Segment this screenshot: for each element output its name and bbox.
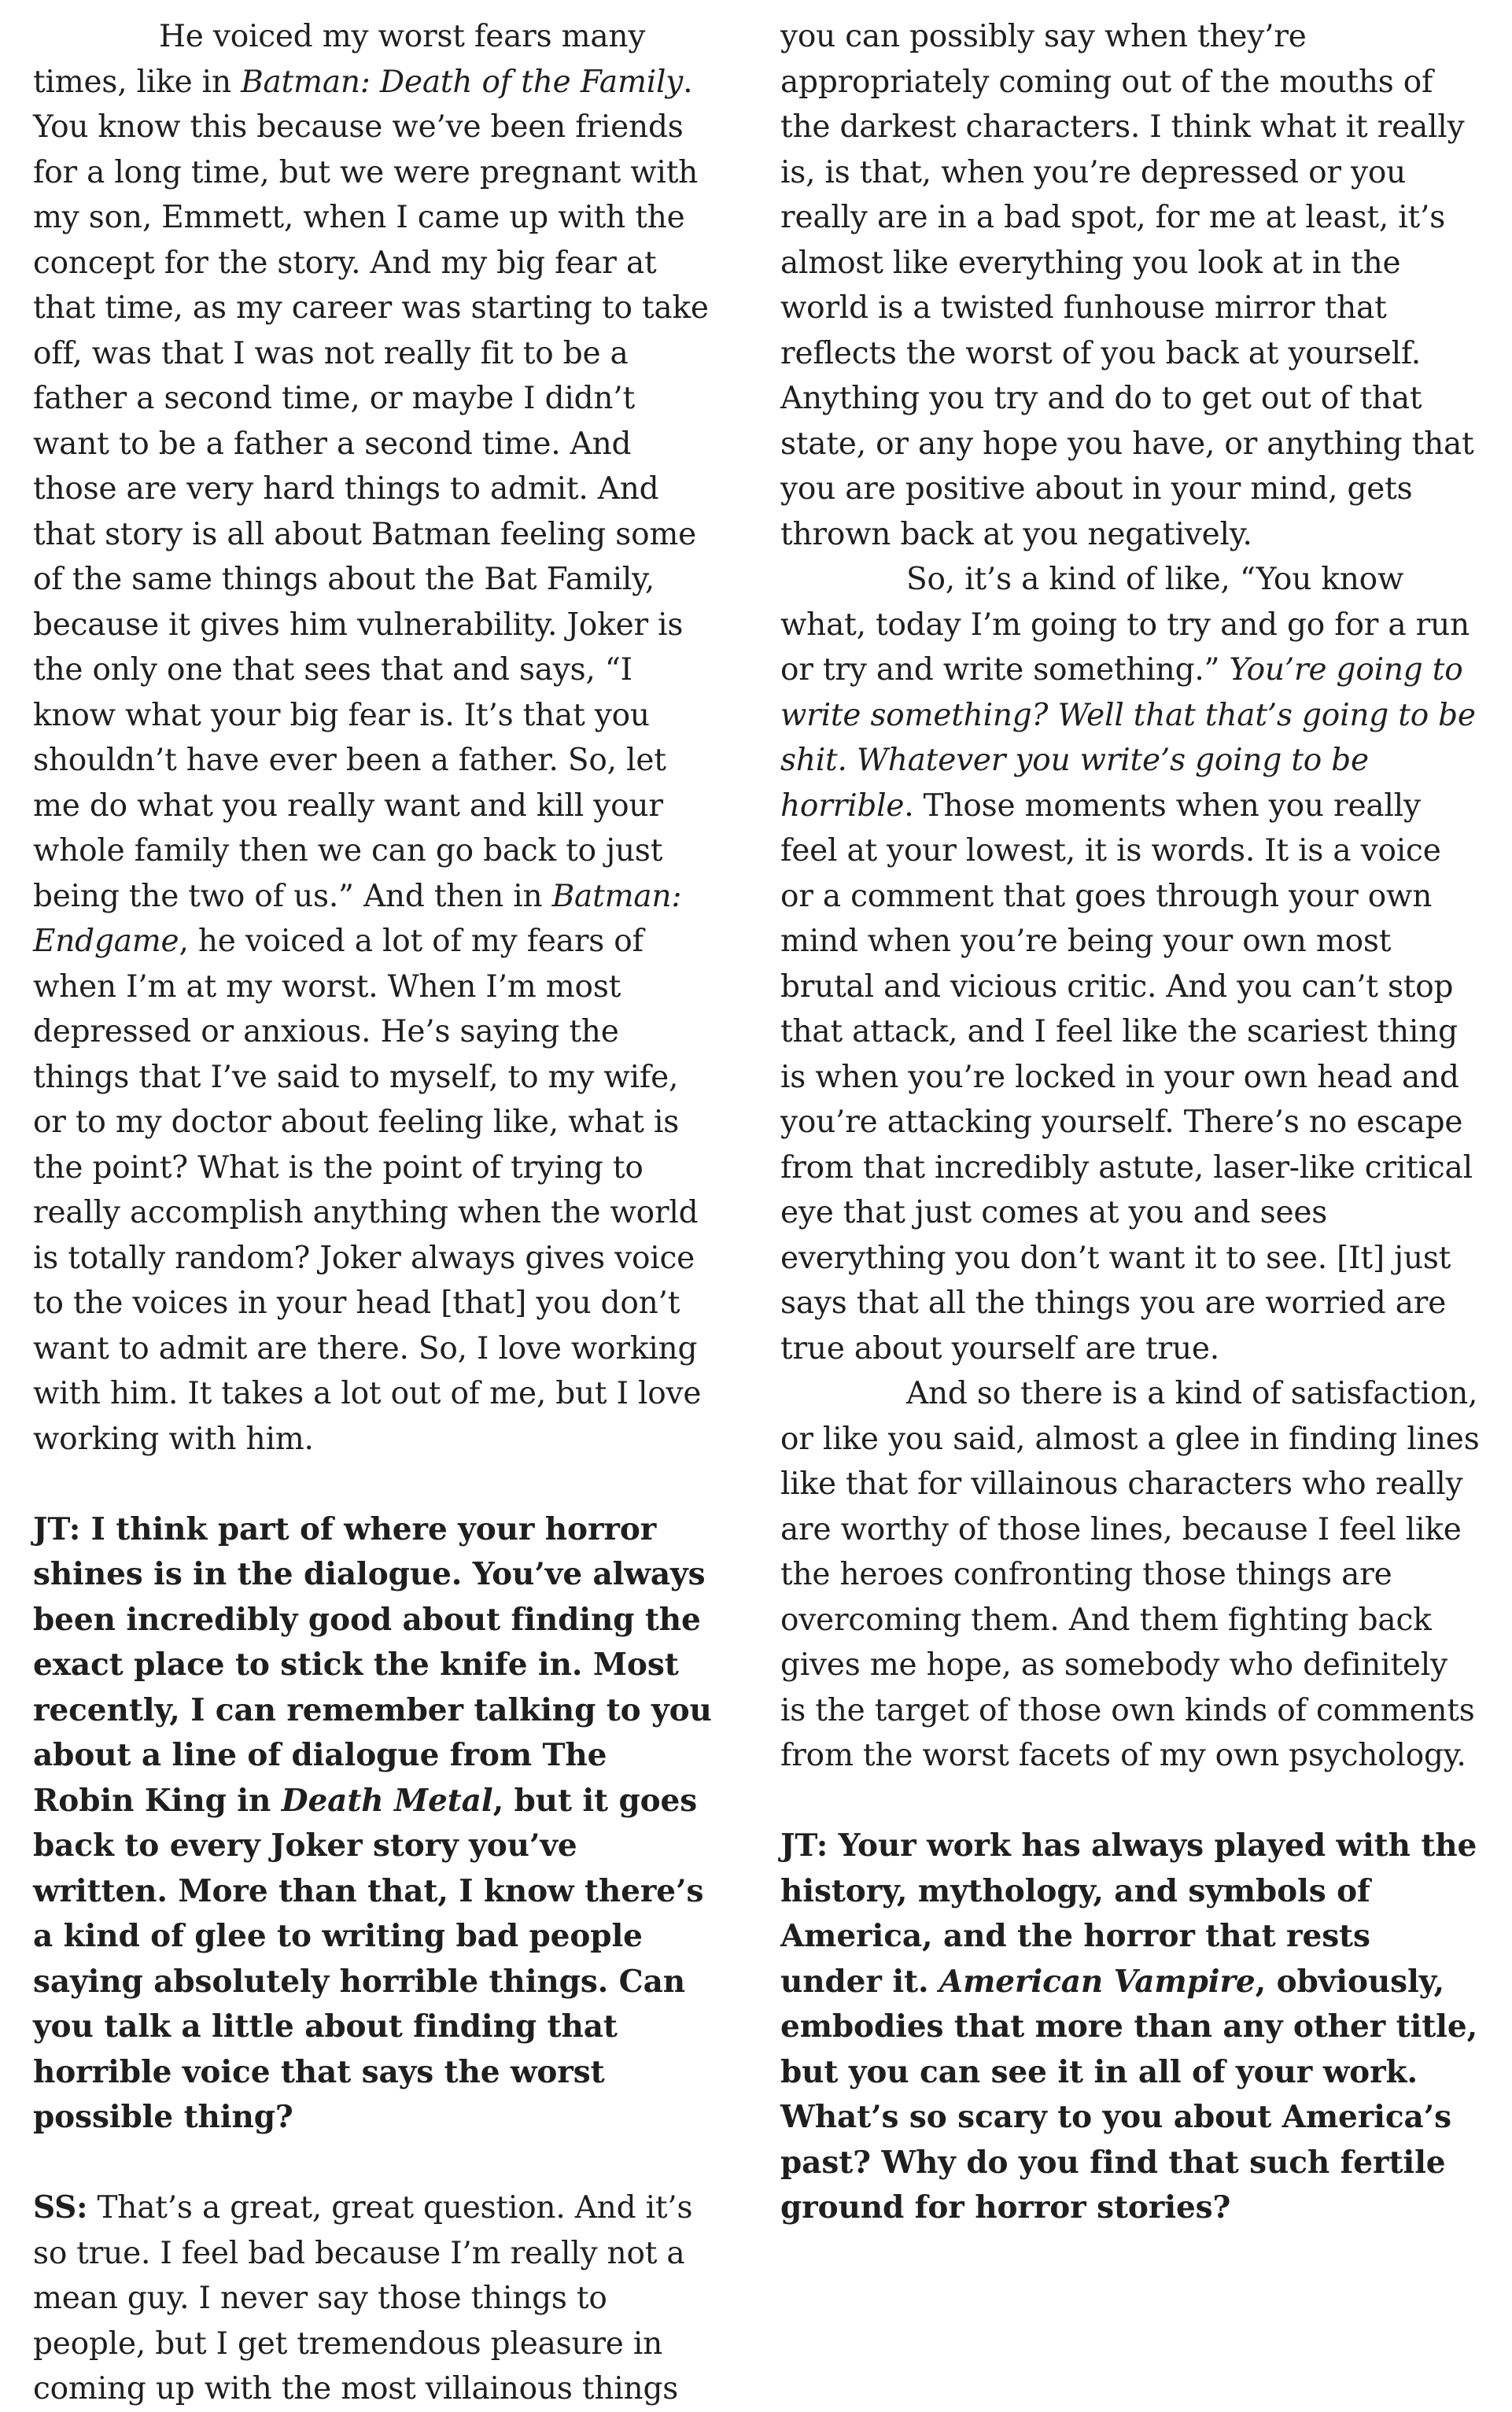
interview-question <box>780 1824 1481 2231</box>
answer-paragraph: you can possibly say when they’re appropriately coming out of the mouths of the darkest characters. I think what it really is, is that, when you’re depressed or you really are in a bad spot, for me at least, it’s almost like everything you look at in the world is a twisted funhouse mirror that reflects the worst of you back at yourself. Anything you try and do to get out of that state, or any hope you have, or anything that you are positive about in your mind, gets thrown back at you negatively. <box>780 19 1474 552</box>
right-column <box>780 14 1481 2412</box>
interview-question <box>33 1507 717 2141</box>
text-run: So, it’s a kind of like, “You know what, today I’m going to try and go for a run or try and write something.” <box>780 562 1470 688</box>
text-run: , but it goes back to every Joker story you’ve written. More than that, I know there’s a kind of glee to writing bad people saying absolutely horrible things. Can you talk a little about finding that horrible voice that says the worst possible thing? <box>33 1782 704 2135</box>
left-column <box>33 14 717 2412</box>
paragraph-gap <box>33 2141 717 2186</box>
answer-paragraph <box>780 557 1481 1371</box>
paragraph-gap <box>33 1462 717 1507</box>
paragraph-gap <box>780 1779 1481 1824</box>
text-run: , he voiced a lot of my fears of when I’m at my worst. When I’m most depressed or anxious. He’s saying the things that I’ve said to myself, to my wife, or to my doctor about feeling like, what is the point? What is the point of trying to really accomplish anything when the world is totally random? Joker always gives voice to the voices in your head [that] you don’t want to admit are there. So, I love working with him. It takes a lot out of me, but I love working with him. <box>33 924 702 1457</box>
text-run: He voiced my worst fears many times, like in <box>33 19 646 100</box>
text-run: , obviously, embodies that more than any other title, but you can see it in all of your work. What’s so scary to you about America’s past? Why do you find that such fertile ground for horror stories? <box>780 1963 1478 2226</box>
italic-title-run: Batman: Endgame <box>33 878 682 959</box>
text-run: . You know this because we’ve been friends for a long time, but we were pregnant with my son, Emmett, when I came up with the concept for the story. And my big fear at that time, as my career was starting to take off, was that I was not really fit to be a father a second time, or maybe I didn’t want to be a father a second time. And those are very hard things to admit. And that story is all about Batman feeling some of the same things about the Bat Family, because it gives him vulnerability. Joker is the only one that sees that and says, “I know what your big fear is. It’s that you shouldn’t have ever been a father. So, let me do what you really want and kill your whole family then we can go back to just being the two of us.” And then in <box>33 64 709 914</box>
text-run: . Those moments when you really feel at your lowest, it is words. It is a voice or a comment that goes through your own mind when you’re being your own most brutal and vicious critic. And you can’t stop that attack, and I feel like the scariest thing is when you’re locked in your own head and you’re attacking yourself. There’s no escape from that incredibly astute, laser-like critical eye that just comes at you and sees everything you don’t want it to see. [It] just says that all the things you are worried are true about yourself are true. <box>780 787 1473 1366</box>
italic-title-run: You’re going to write something? Well that that’s going to be shit. Whatever you write’s going to be horrible <box>780 652 1476 824</box>
two-column-body <box>33 14 1481 2412</box>
italic-title-run: Batman: Death of the Family <box>241 64 684 100</box>
answer-paragraph <box>33 2185 717 2412</box>
italic-title-run: American Vampire <box>939 1963 1256 2000</box>
speaker-label: SS: <box>33 2189 88 2226</box>
italic-title-run: Death Metal <box>281 1782 493 1819</box>
answer-text: That’s a great, great question. And it’s so true. I feel bad because I’m really not a mean guy. I never say those things to people, but I get tremendous pleasure in coming up with the most villainous things <box>33 2190 693 2406</box>
answer-paragraph <box>33 14 717 1462</box>
text-run: JT: Your work has always played with the history, mythology, and symbols of America, and the horror that rests under it. <box>780 1827 1477 2000</box>
text-run: JT: I think part of where your horror shines is in the dialogue. You’ve always been incredibly good about finding the exact place to stick the knife in. Most recently, I can remember talking to you about a line of dialogue from The Robin King in <box>33 1510 712 1819</box>
answer-paragraph: And so there is a kind of satisfaction, or like you said, almost a glee in finding lines like that for villainous characters who really are worthy of those lines, because I feel like the heroes confronting those things are overcoming them. And them fighting back gives me hope, as somebody who definitely is the target of those own kinds of comments from the worst facets of my own psychology. <box>780 1376 1480 1773</box>
